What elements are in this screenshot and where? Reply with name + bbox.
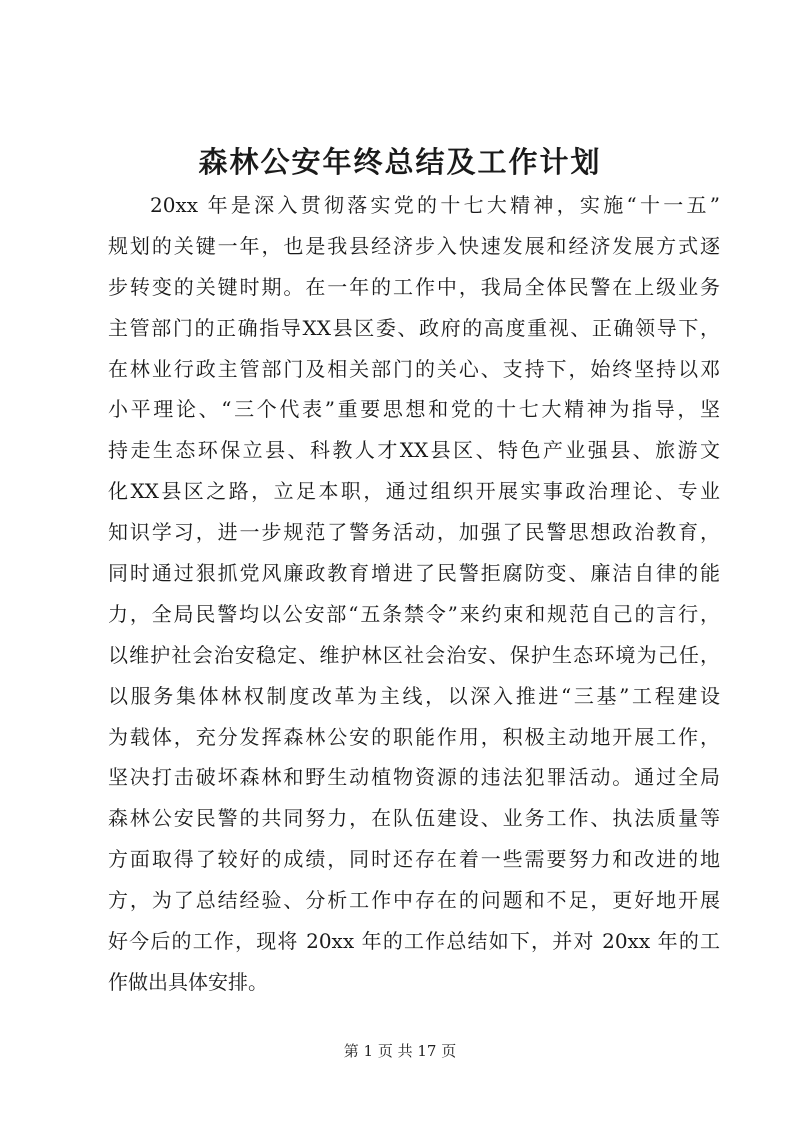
paragraph-line: 力，全局民警均以公安部“五条禁令”来约束和规范自己的言行，: [108, 601, 720, 626]
paragraph-line: 好今后的工作，现将 20xx 年的工作总结如下，并对 20xx 年的工: [108, 929, 720, 954]
paragraph-line: 化XX县区之路，立足本职，通过组织开展实事政治理论、专业: [108, 479, 720, 504]
document-title: 森林公安年终总结及工作计划: [198, 145, 602, 179]
paragraph-line: 为载体，充分发挥森林公安的职能作用，积极主动地开展工作，: [108, 724, 720, 749]
paragraph-line: 知识学习，进一步规范了警务活动，加强了民警思想政治教育，: [108, 520, 720, 545]
paragraph-line: 坚决打击破坏森林和野生动植物资源的违法犯罪活动。通过全局: [108, 765, 720, 790]
paragraph-line: 以服务集体林权制度改革为主线，以深入推进“三基”工程建设: [108, 683, 720, 708]
paragraph-line: 作做出具体安排。: [108, 969, 268, 994]
paragraph-line: 在林业行政主管部门及相关部门的关心、支持下，始终坚持以邓: [108, 356, 720, 381]
paragraph-line: 20xx 年是深入贯彻落实党的十七大精神，实施“十一五”: [150, 193, 720, 217]
paragraph-line: 方，为了总结经验、分析工作中存在的问题和不足，更好地开展: [108, 888, 720, 913]
body-paragraph: [108, 185, 720, 1003]
paragraph-line: 森林公安民警的共同努力，在队伍建设、业务工作、执法质量等: [108, 806, 720, 831]
paragraph-line: 以维护社会治安稳定、维护林区社会治安、保护生态环境为己任，: [108, 642, 720, 667]
paragraph-line: 步转变的关键时期。在一年的工作中，我局全体民警在上级业务: [108, 274, 720, 299]
paragraph-line: 小平理论、“三个代表”重要思想和党的十七大精神为指导，坚: [108, 397, 720, 422]
page-number-footer: 第 1 页 共 17 页: [343, 1042, 457, 1060]
paragraph-line: 规划的关键一年，也是我县经济步入快速发展和经济发展方式逐: [108, 233, 720, 258]
paragraph-line: 方面取得了较好的成绩，同时还存在着一些需要努力和改进的地: [108, 847, 720, 872]
paragraph-line: 持走生态环保立县、科教人才XX县区、特色产业强县、旅游文: [108, 438, 720, 463]
paragraph-line: 主管部门的正确指导XX县区委、政府的高度重视、正确领导下，: [108, 315, 720, 340]
paragraph-line: 同时通过狠抓党风廉政教育增进了民警拒腐防变、廉洁自律的能: [108, 561, 720, 586]
